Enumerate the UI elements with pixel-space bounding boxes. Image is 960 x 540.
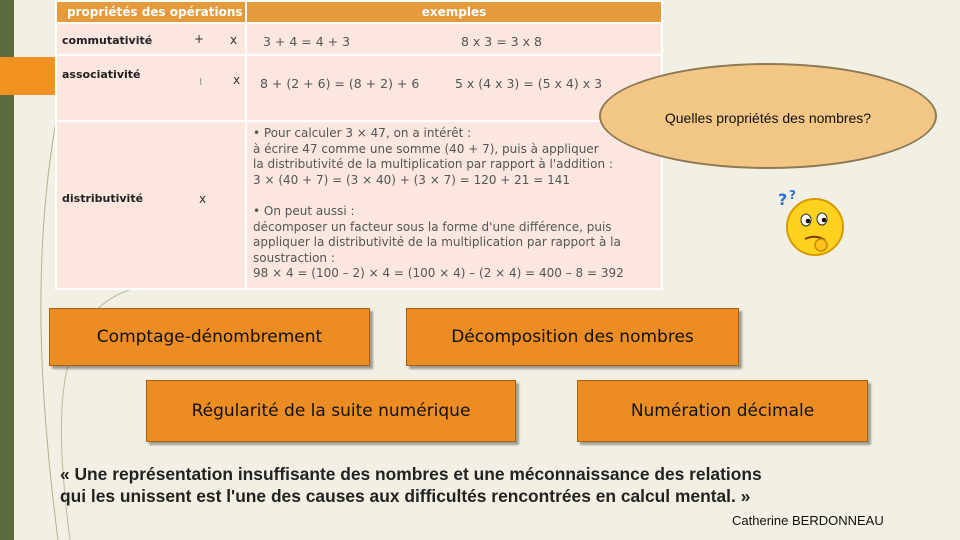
concept-box-numeration xyxy=(577,380,868,442)
quote-line: qui les unissent est l'une des causes aux difficultés rencontrées en calcul mental. » xyxy=(60,486,751,506)
accent-tab xyxy=(0,57,55,95)
operation-symbol: + xyxy=(194,32,205,46)
concept-label: Décomposition des nombres xyxy=(451,327,694,347)
properties-table xyxy=(55,0,663,290)
quote-text xyxy=(60,463,880,507)
concept-label: Comptage-dénombrement xyxy=(96,327,323,347)
quote-line: « Une représentation insuffisante des nombres et une méconnaissance des relations xyxy=(60,464,762,484)
table-header-row xyxy=(56,1,662,23)
example-cell xyxy=(246,121,662,289)
thinking-face-icon xyxy=(775,187,849,261)
example-text: 8 x 3 = 3 x 8 xyxy=(461,34,542,49)
example-line: • On peut aussi : xyxy=(253,204,355,218)
svg-text:?: ? xyxy=(789,188,796,202)
property-cell xyxy=(56,55,246,121)
table-row xyxy=(56,23,662,55)
property-name: commutativité xyxy=(62,34,153,47)
concept-box-regularite xyxy=(146,380,516,442)
concept-box-decomposition xyxy=(406,308,739,366)
svg-text:?: ? xyxy=(778,190,788,209)
table-row xyxy=(56,55,662,121)
column-header: propriétés des opérations xyxy=(56,1,246,23)
property-name: distributivité xyxy=(62,192,144,205)
concept-label: Numération décimale xyxy=(630,401,815,421)
example-paragraph xyxy=(253,204,624,282)
example-line: à écrire 47 comme une somme (40 + 7), puis à appliquer xyxy=(253,141,599,156)
example-line: soustraction : xyxy=(253,250,335,265)
property-cell xyxy=(56,23,246,55)
example-line: 98 × 4 = (100 – 2) × 4 = (100 × 4) – (2 × 4) = 400 – 8 = 392 xyxy=(253,266,624,280)
example-text: 8 + (2 + 6) = (8 + 2) + 6 xyxy=(260,76,420,91)
operation-symbol: ı xyxy=(199,74,203,88)
column-header: exemples xyxy=(246,1,662,23)
concept-label: Régularité de la suite numérique xyxy=(191,401,471,421)
example-cell xyxy=(246,23,662,55)
operation-symbol: x xyxy=(199,192,207,206)
example-line: • Pour calculer 3 × 47, on a intérêt : xyxy=(253,126,472,140)
example-line: 3 × (40 + 7) = (3 × 40) + (3 × 7) = 120 + 21 = 141 xyxy=(253,172,571,187)
property-cell xyxy=(56,121,246,289)
example-text: 5 x (4 x 3) = (5 x 4) x 3 xyxy=(455,76,603,91)
question-bubble xyxy=(599,63,937,169)
operation-symbol: x xyxy=(233,73,241,87)
quote-author: Catherine BERDONNEAU xyxy=(732,513,884,528)
property-name: associativité xyxy=(62,68,141,81)
concept-box-comptage xyxy=(49,308,370,366)
example-line: appliquer la distributivité de la multiplication par rapport à la xyxy=(253,235,621,249)
example-paragraph xyxy=(253,126,613,188)
example-line: décomposer un facteur sous la forme d'une différence, puis xyxy=(253,219,612,234)
question-text: Quelles propriétés des nombres? xyxy=(664,110,872,126)
example-line: la distributivité de la multiplication par rapport à l'addition : xyxy=(253,157,613,171)
example-text: 3 + 4 = 4 + 3 xyxy=(263,34,351,49)
operation-symbol: x xyxy=(230,33,238,47)
table-row xyxy=(56,121,662,289)
